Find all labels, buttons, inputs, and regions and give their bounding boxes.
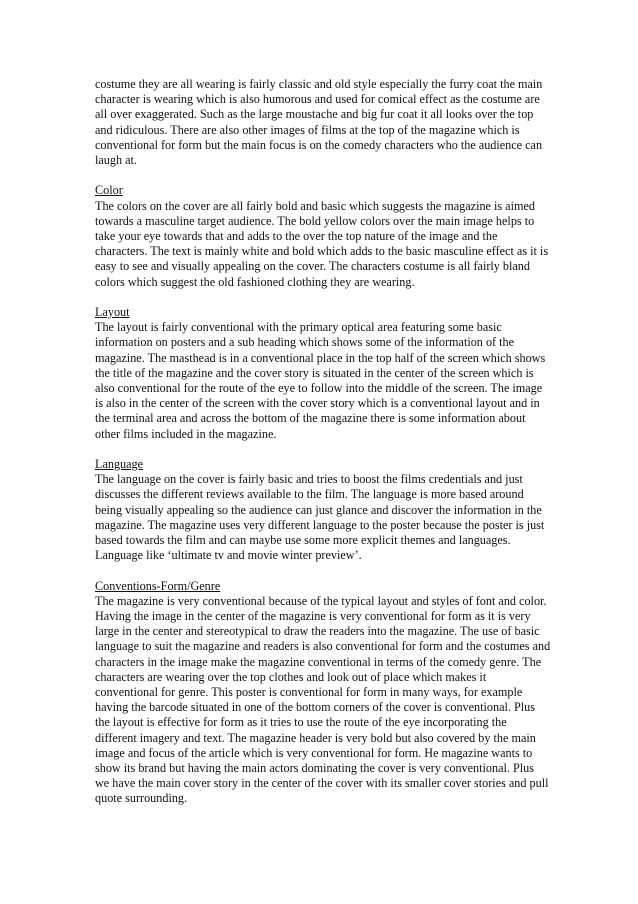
section-body-language: The language on the cover is fairly basic and tries to boost the films credentials and just discusses the different reviews available to the film. The language is more based around being visually appealing so the audience can just glance and discover the information in the magazine. The magazine uses very different language to the poster because the poster is just based towards the film and can maybe use some more explicit themes and languages. Language like ‘ultimate tv and movie winter preview’.: [95, 472, 545, 563]
section-heading-layout: Layout: [95, 305, 130, 320]
section-heading-language: Language: [95, 457, 144, 472]
intro-paragraph: costume they are all wearing is fairly classic and old style especially the furry coat the main character is wearing which is also humorous and used for comical effect as the costume are all over exaggerated. Such as the large moustache and big fur coat it all looks over the top and ridiculous. There are also other images of films at the top of the magazine which is conventional for form but the main focus is on the comedy characters who the audience can laugh at.: [95, 77, 543, 168]
section-body-layout: The layout is fairly conventional with the primary optical area featuring some basic information on posters and a sub heading which shows some of the information of the magazine. The masthead is in a conventional place in the top half of the screen which shows the title of the magazine and the cover story is situated in the center of the screen which is also conventional for the route of the eye to follow into the middle of the screen. The image is also in the center of the screen with the cover story which is a conventional layout and in the terminal area and across the bottom of the magazine there is some information about other films included in the magazine.: [95, 320, 546, 441]
section-body-conventions: The magazine is very conventional because of the typical layout and styles of font and color. Having the image in the center of the magazine is very conventional for form as it is very large in the center and stereotypical to draw the readers into the magazine. The use of basic language to suit the magazine and readers is also conventional for form and the costumes and characters in the image make the magazine conventional in terms of the comedy genre. The characters are wearing over the top clothes and look out of place which makes it conventional for genre. This poster is conventional for form in many ways, for example having the barcode situated in one of the bottom corners of the cover is conventional. Plus the layout is effective for form as it tries to use the route of the eye incorporating the different imagery and text. The magazine header is very bold but also covered by the main image and focus of the article which is very conventional for form. He magazine wants to show its brand but having the main actors dominating the cover is very conventional. Plus we have the main cover story in the center of the cover with its smaller cover stories and pull quote surrounding.: [95, 593, 551, 806]
section-language: [95, 457, 551, 563]
section-heading-color: Color: [95, 183, 123, 198]
section-conventions: [95, 579, 551, 807]
document-body: [95, 77, 551, 807]
section-color: [95, 183, 551, 289]
section-layout: [95, 305, 551, 442]
section-heading-conventions: Conventions-Form/Genre: [95, 578, 221, 593]
section-body-color: The colors on the cover are all fairly bold and basic which suggests the magazine is aimed towards a masculine target audience. The bold yellow colors over the main image helps to take your eye towards that and adds to the over the top nature of the image and the characters. The text is mainly white and bold which adds to the basic masculine effect as it is easy to see and visually appealing on the cover. The characters costume is all fairly bland colors which suggest the old fashioned clothing they are wearing.: [95, 198, 549, 289]
